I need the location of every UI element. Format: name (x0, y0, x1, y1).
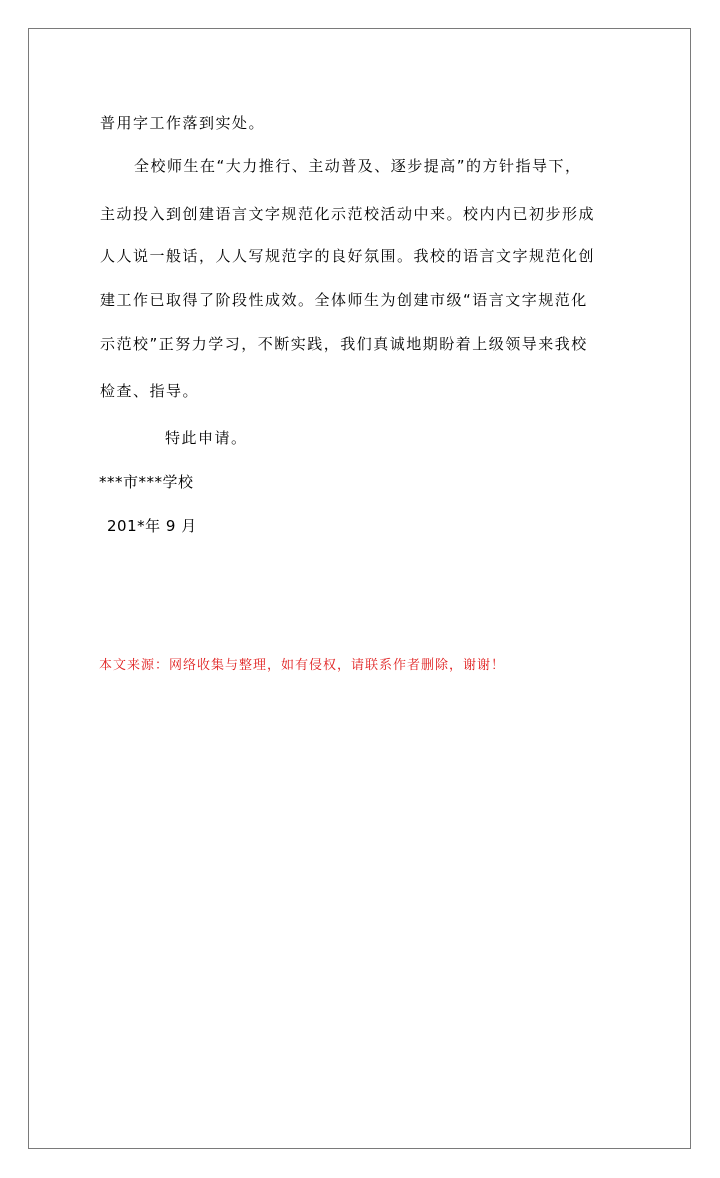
body-line-1: 普用字工作落到实处。 (100, 114, 266, 132)
date: 201*年 9 月 (107, 517, 197, 535)
closing-line: 特此申请。 (165, 429, 248, 447)
body-line-2: 全校师生在“大力推行、主动普及、逐步提高”的方针指导下， (134, 157, 582, 175)
document-page (28, 28, 691, 1149)
body-line-5: 建工作已取得了阶段性成效。全体师生为创建市级“语言文字规范化 (100, 291, 588, 309)
body-line-6: 示范校”正努力学习，不断实践，我们真诚地期盼着上级领导来我校 (100, 335, 588, 353)
source-note: 本文来源：网络收集与整理，如有侵权，请联系作者删除，谢谢！ (99, 658, 506, 673)
body-line-4: 人人说一般话，人人写规范字的良好氛围。我校的语言文字规范化创 (100, 247, 596, 265)
body-line-7: 检查、指导。 (100, 382, 200, 400)
signature: ***市***学校 (99, 473, 194, 491)
body-line-3: 主动投入到创建语言文字规范化示范校活动中来。校内内已初步形成 (100, 205, 596, 223)
